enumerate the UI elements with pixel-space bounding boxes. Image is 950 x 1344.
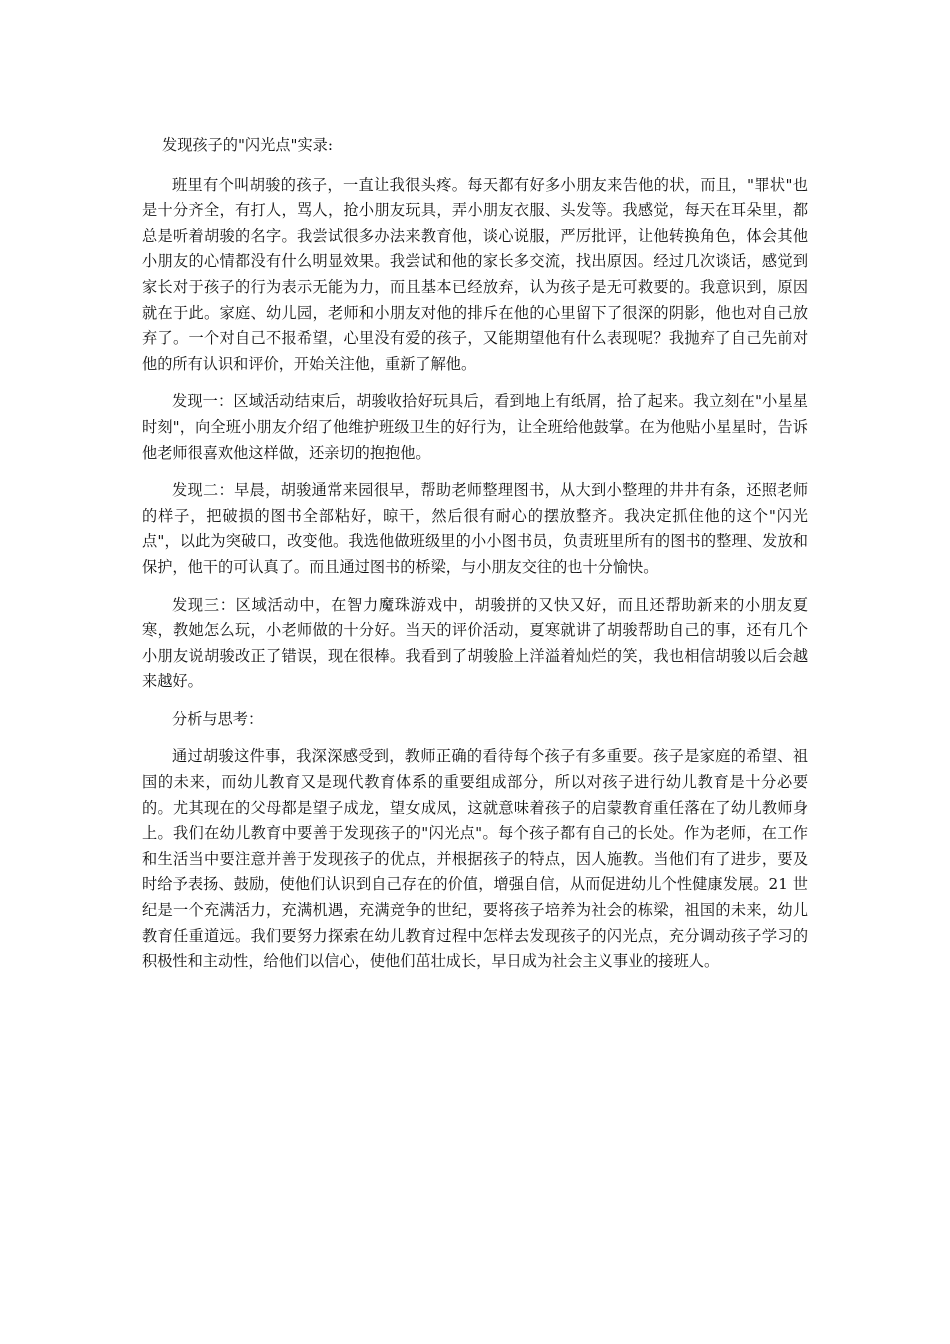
paragraph-discovery-two: 发现二：早晨，胡骏通常来园很早，帮助老师整理图书，从大到小整理的井井有条，还照老师的样子，把破损的图书全部粘好，晾干，然后很有耐心的摆放整齐。我决定抓住他的这个"闪光点"，以此为突破口，改变他。我选他做班级里的小小图书员，负责班里所有的图书的整理、发放和保护，他干的可认真了。而且通过图书的桥梁，与小朋友交往的也十分愉快。 (142, 481, 808, 576)
analysis-heading: 分析与思考： (172, 709, 264, 728)
paragraph-discovery-one: 发现一：区域活动结束后，胡骏收拾好玩具后，看到地上有纸屑，拾了起来。我立刻在"小星星时刻"，向全班小朋友介绍了他维护班级卫生的好行为，让全班给他鼓掌。在为他贴小星星时，告诉他老师很喜欢他这样做，还亲切的抱抱他。 (142, 392, 808, 462)
paragraph-analysis: 通过胡骏这件事，我深深感受到，教师正确的看待每个孩子有多重要。孩子是家庭的希望、祖国的未来，而幼儿教育又是现代教育体系的重要组成部分，所以对孩子进行幼儿教育是十分必要的。尤其现在的父母都是望子成龙，望女成凤，这就意味着孩子的启蒙教育重任落在了幼儿教师身上。我们在幼儿教育中要善于发现孩子的"闪光点"。每个孩子都有自己的长处。作为老师，在工作和生活当中要注意并善于发现孩子的优点，并根据孩子的特点，因人施教。当他们有了进步，要及时给予表扬、鼓励，使他们认识到自己存在的价值，增强自信，从而促进幼儿个性健康发展。21 世纪是一个充满活力，充满机遇，充满竞争的世纪，要将孩子培养为社会的栋梁，祖国的未来，幼儿教育任重道远。我们要努力探索在幼儿教育过程中怎样去发现孩子的闪光点，充分调动孩子学习的积极性和主动性，给他们以信心，使他们茁壮成长，早日成为社会主义事业的接班人。 (142, 747, 808, 971)
document-heading: 发现孩子的"闪光点"实录: (162, 136, 333, 154)
paragraph-intro: 班里有个叫胡骏的孩子，一直让我很头疼。每天都有好多小朋友来告他的状，而且，"罪状"也是十分齐全，有打人，骂人，抢小朋友玩具，弄小朋友衣服、头发等。我感觉，每天在耳朵里，都总是听着胡骏的名字。我尝试很多办法来教育他，谈心说服，严厉批评，让他转换角色，体会其他小朋友的心情都没有什么明显效果。我尝试和他的家长多交流，找出原因。经过几次谈话，感觉到家长对于孩子的行为表示无能为力，而且基本已经放弃，认为孩子是无可救要的。我意识到，原因就在于此。家庭、幼儿园，老师和小朋友对他的排斥在他的心里留下了很深的阴影，他也对自己放弃了。一个对自己不报希望，心里没有爱的孩子，又能期望他有什么表现呢？我抛弃了自己先前对他的所有认识和评价，开始关注他，重新了解他。 (142, 175, 808, 373)
document-body (142, 133, 808, 987)
paragraph-discovery-three: 发现三：区域活动中，在智力魔珠游戏中，胡骏拼的又快又好，而且还帮助新来的小朋友夏寒，教她怎么玩，小老师做的十分好。当天的评价活动，夏寒就讲了胡骏帮助自己的事，还有几个小朋友说胡骏改正了错误，现在很棒。我看到了胡骏脸上洋溢着灿烂的笑，我也相信胡骏以后会越来越好。 (142, 595, 808, 691)
